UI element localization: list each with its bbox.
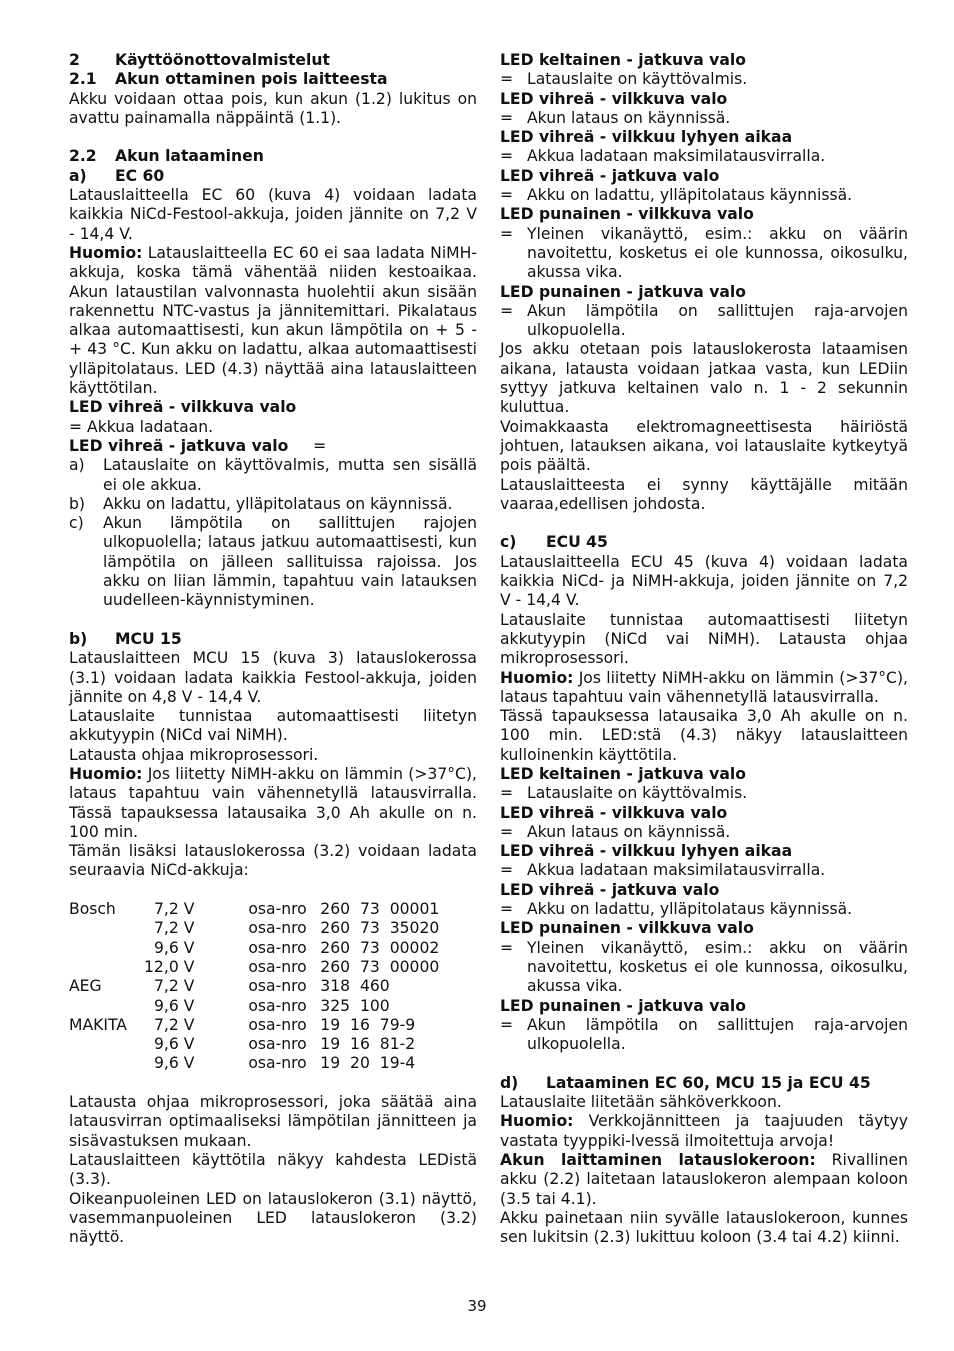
paragraph: Akku painetaan niin syvälle latauslokeroon, kunnes sen lukitsin (2.3) lukittuu koloon (3.4 tai 4.2) kiinni. xyxy=(500,1208,908,1247)
led-heading: LED keltainen - jatkuva valo xyxy=(500,764,746,783)
note-paragraph: Huomio: Jos liitetty NiMH-akku on lämmin (>37°C), lataus tapahtuu vain vähennetyllä latausvirralla. Tässä tapauksessa latausaika 3,0 Ah akulle on n. 100 min. xyxy=(69,764,477,841)
led-description: = Akkua ladataan. xyxy=(69,417,214,436)
table-row: 7,2 V osa-nro 260 73 35020 xyxy=(153,919,440,938)
list-item: b) Akku on ladattu, ylläpitolataus on käynnissä. xyxy=(69,494,453,513)
note-label: Huomio: xyxy=(500,1112,574,1131)
led-heading: LED vihreä - vilkkuu lyhyen aikaa xyxy=(500,128,793,147)
table-row: Bosch 7,2 V osa-nro 260 73 00001 xyxy=(69,900,440,919)
led-description: = Akkua ladataan maksimilatausvirralla. xyxy=(500,861,826,880)
note-paragraph: Huomio: Jos liitetty NiMH-akku on lämmin (>37°C), lataus tapahtuu vain vähennetyllä latausvirralla. xyxy=(500,668,908,706)
led-heading: LED vihreä - jatkuva valo xyxy=(500,166,720,185)
note-paragraph: Huomio: Latauslaitteella EC 60 ei saa ladata NiMH-akkuja, koska tämä vähentää niiden kestoaikaa. Akun lataustilan valvonnasta huolehtii akun sisään rakennettu NTC-vastus ja jännitemittari. Pikalataus alkaa automaattisesti, kun akun lämpötila on + 5 - + 43 °C. Kun akku on ladattu, alkaa automaattisesti ylläpitolataus. LED (4.3) näyttää aina latauslaitteen käyttötilan. xyxy=(69,243,477,398)
paragraph: Latauslaite tunnistaa automaattisesti liitetyn akkutyypin (NiCd vai NiMH). Latausta ohjaa mikroprosessori. xyxy=(500,610,908,668)
note-label: Huomio: xyxy=(69,243,143,262)
led-description: = Akun lämpötila on sallittujen raja-arvojen ulkopuolella. xyxy=(500,1015,908,1054)
table-row: 9,6 V osa-nro 19 20 19-4 xyxy=(153,1054,416,1073)
led-description: = Akun lataus on käynnissä. xyxy=(500,108,731,127)
paragraph: Tämän lisäksi latauslokerossa (3.2) voidaan ladata seuraavia NiCd-akkuja: xyxy=(69,842,477,880)
led-description: = Akun lämpötila on sallittujen raja-arvojen ulkopuolella. xyxy=(500,301,908,340)
paragraph: Latausta ohjaa mikroprosessori. xyxy=(69,745,319,764)
paragraph: Voimakkaasta elektromagneettisesta häiriöstä johtuen, latauksen aikana, voi latauslaite kytkeytyä pois päältä. xyxy=(500,417,908,475)
right-column xyxy=(500,51,908,1247)
left-column xyxy=(69,51,477,1247)
note-label: Huomio: xyxy=(69,764,143,783)
led-heading: LED punainen - jatkuva valo xyxy=(500,996,746,1015)
paragraph: Latauslaite liitetään sähköverkkoon. xyxy=(500,1093,782,1112)
instruction-paragraph: Akun laittaminen latauslokeroon: Rivallinen akku (2.2) laitetaan latauslokeron alempaan koloon (3.5 tai 4.1). xyxy=(500,1150,908,1208)
led-heading: LED punainen - jatkuva valo xyxy=(500,282,746,301)
list-item: a) Latauslaite on käyttövalmis, mutta sen sisällä ei ole akkua. xyxy=(69,456,477,494)
led-heading: LED punainen - vilkkuva valo xyxy=(500,205,754,224)
led-heading: LED vihreä - jatkuva valo = xyxy=(69,436,327,455)
led-heading: LED punainen - vilkkuva valo xyxy=(500,919,754,938)
paragraph: Latauslaitteesta ei synny käyttäjälle mitään vaaraa,edellisen johdosta. xyxy=(500,475,908,513)
subsection-b-heading: b) MCU 15 xyxy=(69,629,182,648)
section-2-heading: 2 Käyttöönottovalmistelut xyxy=(69,51,330,69)
paragraph: Akku voidaan ottaa pois, kun akun (1.2) lukitus on avattu painamalla näppäintä (1.1). xyxy=(69,89,477,127)
paragraph: Latauslaitteella EC 60 (kuva 4) voidaan ladata kaikkia NiCd-Festool-akkuja, joiden jännite on 7,2 V - 14,4 V. xyxy=(69,186,477,243)
table-row: MAKITA 7,2 V osa-nro 19 16 79-9 xyxy=(69,1015,416,1034)
table-row: 9,6 V osa-nro 260 73 00002 xyxy=(153,938,440,957)
instruction-label: Akun laittaminen latauslokeroon: xyxy=(500,1150,816,1169)
led-description: = Latauslaite on käyttövalmis. xyxy=(500,784,748,803)
led-description: = Latauslaite on käyttövalmis. xyxy=(500,70,748,89)
paragraph: Jos akku otetaan pois latauslokerosta lataamisen aikana, latausta voidaan jatkaa vasta, kun LEDiin syttyy jatkuva keltainen valo n. 1 - 2 sekunnin kuluttua. xyxy=(500,340,908,417)
led-description: = Yleinen vikanäyttö, esim.: akku on väärin navoitettu, kosketus ei ole kunnossa, oikosulku, akussa vika. xyxy=(500,938,908,996)
table-row: 9,6 V osa-nro 325 100 xyxy=(153,996,390,1015)
section-2-1-heading: 2.1 Akun ottaminen pois laitteesta xyxy=(69,70,388,89)
list-item: c) Akun lämpötila on sallittujen rajojen ulkopuolella; lataus jatkuu automaattisesti, kun lämpötila on jälleen sallituissa rajoissa. Jos akku on liian lämmin, tapahtuu vain latauksen uudelleen-käynnistyminen. xyxy=(69,514,477,610)
led-description: = Akku on ladattu, ylläpitolataus käynnissä. xyxy=(500,900,853,919)
led-heading: LED vihreä - vilkkuva valo xyxy=(500,89,728,108)
table-row: 9,6 V osa-nro 19 16 81-2 xyxy=(153,1035,416,1054)
paragraph: Latauslaitteella ECU 45 (kuva 4) voidaan ladata kaikkia NiCd- ja NiMH-akkuja, joiden jännite on 7,2 V - 14,4 V. xyxy=(500,552,908,610)
led-description: = Yleinen vikanäyttö, esim.: akku on väärin navoitettu, kosketus ei ole kunnossa, oikosulku, akussa vika. xyxy=(500,224,908,282)
subsection-c-heading: c) ECU 45 xyxy=(500,533,608,552)
paragraph: Tässä tapauksessa latausaika 3,0 Ah akulle on n. 100 min. LED:stä (4.3) näkyy latauslaitteen kulloinenkin käyttötila. xyxy=(500,707,908,764)
note-label: Huomio: xyxy=(500,668,574,687)
page-number: 39 xyxy=(467,1297,487,1315)
paragraph: Latauslaite tunnistaa automaattisesti liitetyn akkutyypin (NiCd vai NiMH). xyxy=(69,707,477,745)
led-description: = Akkua ladataan maksimilatausvirralla. xyxy=(500,147,826,166)
paragraph: Latausta ohjaa mikroprosessori, joka säätää aina latausvirran optimaaliseksi lämpötilan jännitteen ja sisävastuksen mukaan. xyxy=(69,1093,477,1150)
led-heading: LED vihreä - vilkkuva valo xyxy=(69,398,297,417)
paragraph: Latauslaitteen käyttötila näkyy kahdesta LEDistä (3.3). xyxy=(69,1150,477,1189)
paragraph: Latauslaitteen MCU 15 (kuva 3) latauslokerossa (3.1) voidaan ladata kaikkia Festool-akkuja, joiden jännite on 4,8 V - 14,4 V. xyxy=(69,649,477,706)
table-row: 12,0 V osa-nro 260 73 00000 xyxy=(144,957,440,976)
subsection-a-heading: a) EC 60 xyxy=(69,166,165,185)
table-row: AEG 7,2 V osa-nro 318 460 xyxy=(69,977,390,996)
led-heading: LED vihreä - jatkuva valo xyxy=(500,880,720,899)
note-paragraph: Huomio: Verkkojännitteen ja taajuuden täytyy vastata tyyppiki-lvessä ilmoitettuja arvoja! xyxy=(500,1112,908,1150)
section-2-2-heading: 2.2 Akun lataaminen xyxy=(69,147,264,166)
led-description: = Akun lataus on käynnissä. xyxy=(500,822,731,841)
led-heading: LED vihreä - vilkkuva valo xyxy=(500,803,728,822)
battery-table xyxy=(69,900,477,1074)
paragraph: Oikeanpuoleinen LED on latauslokeron (3.1) näyttö, vasemmanpuoleinen LED latauslokeron (3.2) näyttö. xyxy=(69,1189,477,1247)
led-heading: LED vihreä - vilkkuu lyhyen aikaa xyxy=(500,842,793,861)
subsection-d-heading: d) Lataaminen EC 60, MCU 15 ja ECU 45 xyxy=(500,1073,871,1092)
led-description: = Akku on ladattu, ylläpitolataus käynnissä. xyxy=(500,186,853,205)
led-heading: LED keltainen - jatkuva valo xyxy=(500,51,746,69)
